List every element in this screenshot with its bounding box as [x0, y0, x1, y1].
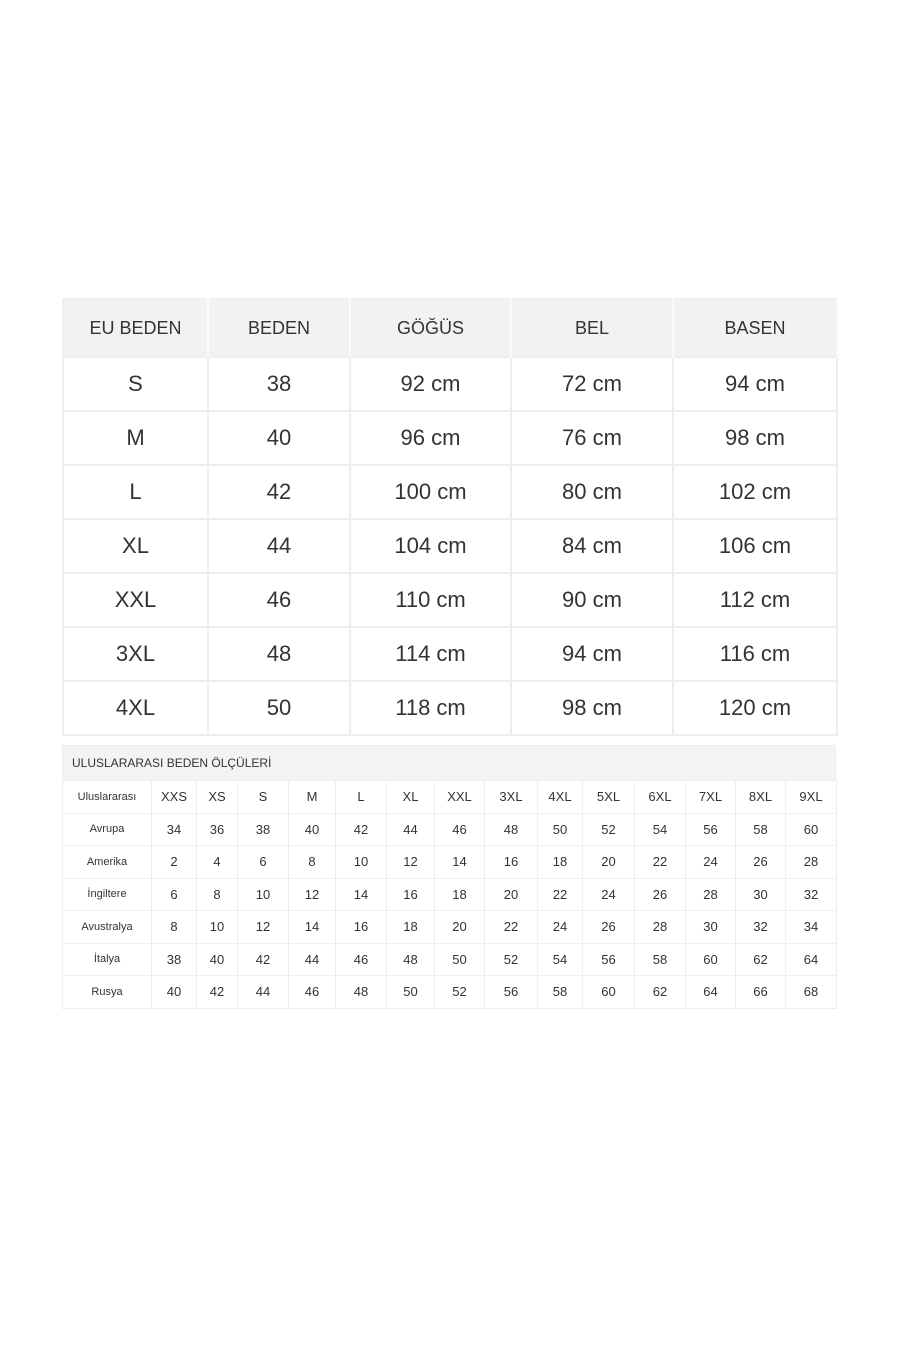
size-value-cell: 20: [435, 911, 485, 944]
size-value-cell: 12: [387, 846, 435, 879]
size-value-cell: 40: [197, 943, 238, 976]
size-value-cell: 62: [635, 976, 686, 1009]
size-value-cell: 8: [289, 846, 336, 879]
size-value-cell: 64: [686, 976, 736, 1009]
region-label-cell: Rusya: [63, 976, 152, 1009]
cell-size: 48: [208, 627, 350, 681]
cell-eu-size: 4XL: [63, 681, 208, 735]
size-value-cell: 44: [387, 813, 435, 846]
table-row: [63, 573, 837, 627]
header-basen: BASEN: [673, 299, 837, 357]
size-value-cell: 12: [238, 911, 289, 944]
size-value-cell: 14: [435, 846, 485, 879]
size-value-cell: 4: [197, 846, 238, 879]
header-bel: BEL: [511, 299, 673, 357]
size-header-cell: XL: [387, 781, 435, 814]
international-header-row: [63, 781, 837, 814]
size-chart-header-row: [63, 299, 837, 357]
table-row: [63, 357, 837, 411]
size-value-cell: 28: [786, 846, 837, 879]
size-value-cell: 42: [197, 976, 238, 1009]
size-value-cell: 26: [635, 878, 686, 911]
region-label-cell: Amerika: [63, 846, 152, 879]
cell-chest: 110 cm: [350, 573, 511, 627]
region-label-cell: Avrupa: [63, 813, 152, 846]
size-header-cell: 8XL: [736, 781, 786, 814]
size-value-cell: 48: [336, 976, 387, 1009]
size-value-cell: 20: [485, 878, 538, 911]
size-value-cell: 18: [387, 911, 435, 944]
size-value-cell: 24: [686, 846, 736, 879]
size-value-cell: 64: [786, 943, 837, 976]
size-header-cell: L: [336, 781, 387, 814]
cell-hip: 112 cm: [673, 573, 837, 627]
cell-chest: 100 cm: [350, 465, 511, 519]
size-value-cell: 6: [152, 878, 197, 911]
size-value-cell: 46: [289, 976, 336, 1009]
size-value-cell: 40: [289, 813, 336, 846]
size-value-cell: 28: [686, 878, 736, 911]
cell-size: 42: [208, 465, 350, 519]
region-label-cell: İtalya: [63, 943, 152, 976]
size-value-cell: 26: [736, 846, 786, 879]
table-row: [63, 627, 837, 681]
size-value-cell: 6: [238, 846, 289, 879]
size-value-cell: 50: [538, 813, 583, 846]
cell-eu-size: S: [63, 357, 208, 411]
international-size-chart: [62, 745, 836, 1009]
table-row: [63, 911, 837, 944]
cell-eu-size: M: [63, 411, 208, 465]
size-value-cell: 68: [786, 976, 837, 1009]
size-value-cell: 20: [583, 846, 635, 879]
cell-chest: 104 cm: [350, 519, 511, 573]
size-value-cell: 60: [583, 976, 635, 1009]
size-value-cell: 56: [485, 976, 538, 1009]
size-value-cell: 24: [583, 878, 635, 911]
cell-hip: 120 cm: [673, 681, 837, 735]
header-beden: BEDEN: [208, 299, 350, 357]
size-value-cell: 32: [786, 878, 837, 911]
size-value-cell: 58: [635, 943, 686, 976]
cell-hip: 102 cm: [673, 465, 837, 519]
cell-hip: 116 cm: [673, 627, 837, 681]
cell-eu-size: XXL: [63, 573, 208, 627]
cell-eu-size: L: [63, 465, 208, 519]
size-header-cell: M: [289, 781, 336, 814]
table-row: [63, 681, 837, 735]
size-value-cell: 60: [686, 943, 736, 976]
size-value-cell: 50: [435, 943, 485, 976]
size-value-cell: 34: [152, 813, 197, 846]
header-gogus: GÖĞÜS: [350, 299, 511, 357]
size-value-cell: 52: [583, 813, 635, 846]
size-header-cell: 9XL: [786, 781, 837, 814]
size-value-cell: 32: [736, 911, 786, 944]
size-value-cell: 50: [387, 976, 435, 1009]
cell-hip: 106 cm: [673, 519, 837, 573]
size-header-cell: 7XL: [686, 781, 736, 814]
size-value-cell: 42: [238, 943, 289, 976]
size-header-cell: XXS: [152, 781, 197, 814]
size-header-cell: 3XL: [485, 781, 538, 814]
table-row: [63, 519, 837, 573]
cell-waist: 90 cm: [511, 573, 673, 627]
table-row: [63, 878, 837, 911]
international-chart-title: ULUSLARARASI BEDEN ÖLÇÜLERİ: [62, 745, 836, 780]
size-value-cell: 54: [538, 943, 583, 976]
size-header-cell: S: [238, 781, 289, 814]
size-value-cell: 8: [152, 911, 197, 944]
size-value-cell: 30: [736, 878, 786, 911]
size-value-cell: 18: [435, 878, 485, 911]
international-size-table: [62, 780, 837, 1009]
size-chart-table: [62, 298, 838, 736]
size-value-cell: 10: [238, 878, 289, 911]
cell-hip: 98 cm: [673, 411, 837, 465]
size-value-cell: 60: [786, 813, 837, 846]
size-value-cell: 66: [736, 976, 786, 1009]
region-label-cell: Avustralya: [63, 911, 152, 944]
size-value-cell: 58: [736, 813, 786, 846]
table-row: [63, 813, 837, 846]
size-header-cell: XS: [197, 781, 238, 814]
cell-eu-size: 3XL: [63, 627, 208, 681]
size-value-cell: 40: [152, 976, 197, 1009]
cell-waist: 94 cm: [511, 627, 673, 681]
size-value-cell: 12: [289, 878, 336, 911]
table-row: [63, 976, 837, 1009]
size-value-cell: 42: [336, 813, 387, 846]
cell-eu-size: XL: [63, 519, 208, 573]
size-value-cell: 16: [336, 911, 387, 944]
size-value-cell: 30: [686, 911, 736, 944]
table-row: [63, 411, 837, 465]
size-value-cell: 10: [336, 846, 387, 879]
size-value-cell: 44: [238, 976, 289, 1009]
cell-waist: 98 cm: [511, 681, 673, 735]
size-value-cell: 36: [197, 813, 238, 846]
size-value-cell: 46: [336, 943, 387, 976]
size-value-cell: 54: [635, 813, 686, 846]
size-value-cell: 24: [538, 911, 583, 944]
region-label-cell: İngiltere: [63, 878, 152, 911]
size-value-cell: 52: [485, 943, 538, 976]
cell-size: 44: [208, 519, 350, 573]
size-value-cell: 58: [538, 976, 583, 1009]
size-header-cell: 5XL: [583, 781, 635, 814]
size-value-cell: 14: [336, 878, 387, 911]
size-header-cell: 6XL: [635, 781, 686, 814]
size-value-cell: 48: [485, 813, 538, 846]
size-value-cell: 56: [686, 813, 736, 846]
size-header-cell: 4XL: [538, 781, 583, 814]
size-value-cell: 14: [289, 911, 336, 944]
cell-size: 50: [208, 681, 350, 735]
size-value-cell: 48: [387, 943, 435, 976]
size-value-cell: 38: [238, 813, 289, 846]
size-value-cell: 16: [485, 846, 538, 879]
size-value-cell: 8: [197, 878, 238, 911]
cell-waist: 80 cm: [511, 465, 673, 519]
table-row: [63, 465, 837, 519]
size-value-cell: 56: [583, 943, 635, 976]
cell-waist: 84 cm: [511, 519, 673, 573]
size-value-cell: 18: [538, 846, 583, 879]
size-value-cell: 22: [538, 878, 583, 911]
size-value-cell: 44: [289, 943, 336, 976]
header-label-cell: Uluslararası: [63, 781, 152, 814]
cell-size: 38: [208, 357, 350, 411]
size-value-cell: 26: [583, 911, 635, 944]
cell-chest: 92 cm: [350, 357, 511, 411]
size-value-cell: 10: [197, 911, 238, 944]
size-header-cell: XXL: [435, 781, 485, 814]
cell-chest: 96 cm: [350, 411, 511, 465]
size-value-cell: 38: [152, 943, 197, 976]
size-value-cell: 2: [152, 846, 197, 879]
cell-chest: 118 cm: [350, 681, 511, 735]
size-value-cell: 52: [435, 976, 485, 1009]
size-value-cell: 46: [435, 813, 485, 846]
cell-chest: 114 cm: [350, 627, 511, 681]
table-row: [63, 943, 837, 976]
cell-waist: 72 cm: [511, 357, 673, 411]
size-value-cell: 34: [786, 911, 837, 944]
table-row: [63, 846, 837, 879]
header-eu-beden: EU BEDEN: [63, 299, 208, 357]
size-value-cell: 16: [387, 878, 435, 911]
size-value-cell: 22: [635, 846, 686, 879]
size-value-cell: 62: [736, 943, 786, 976]
cell-waist: 76 cm: [511, 411, 673, 465]
size-value-cell: 22: [485, 911, 538, 944]
cell-size: 40: [208, 411, 350, 465]
size-value-cell: 28: [635, 911, 686, 944]
cell-hip: 94 cm: [673, 357, 837, 411]
cell-size: 46: [208, 573, 350, 627]
